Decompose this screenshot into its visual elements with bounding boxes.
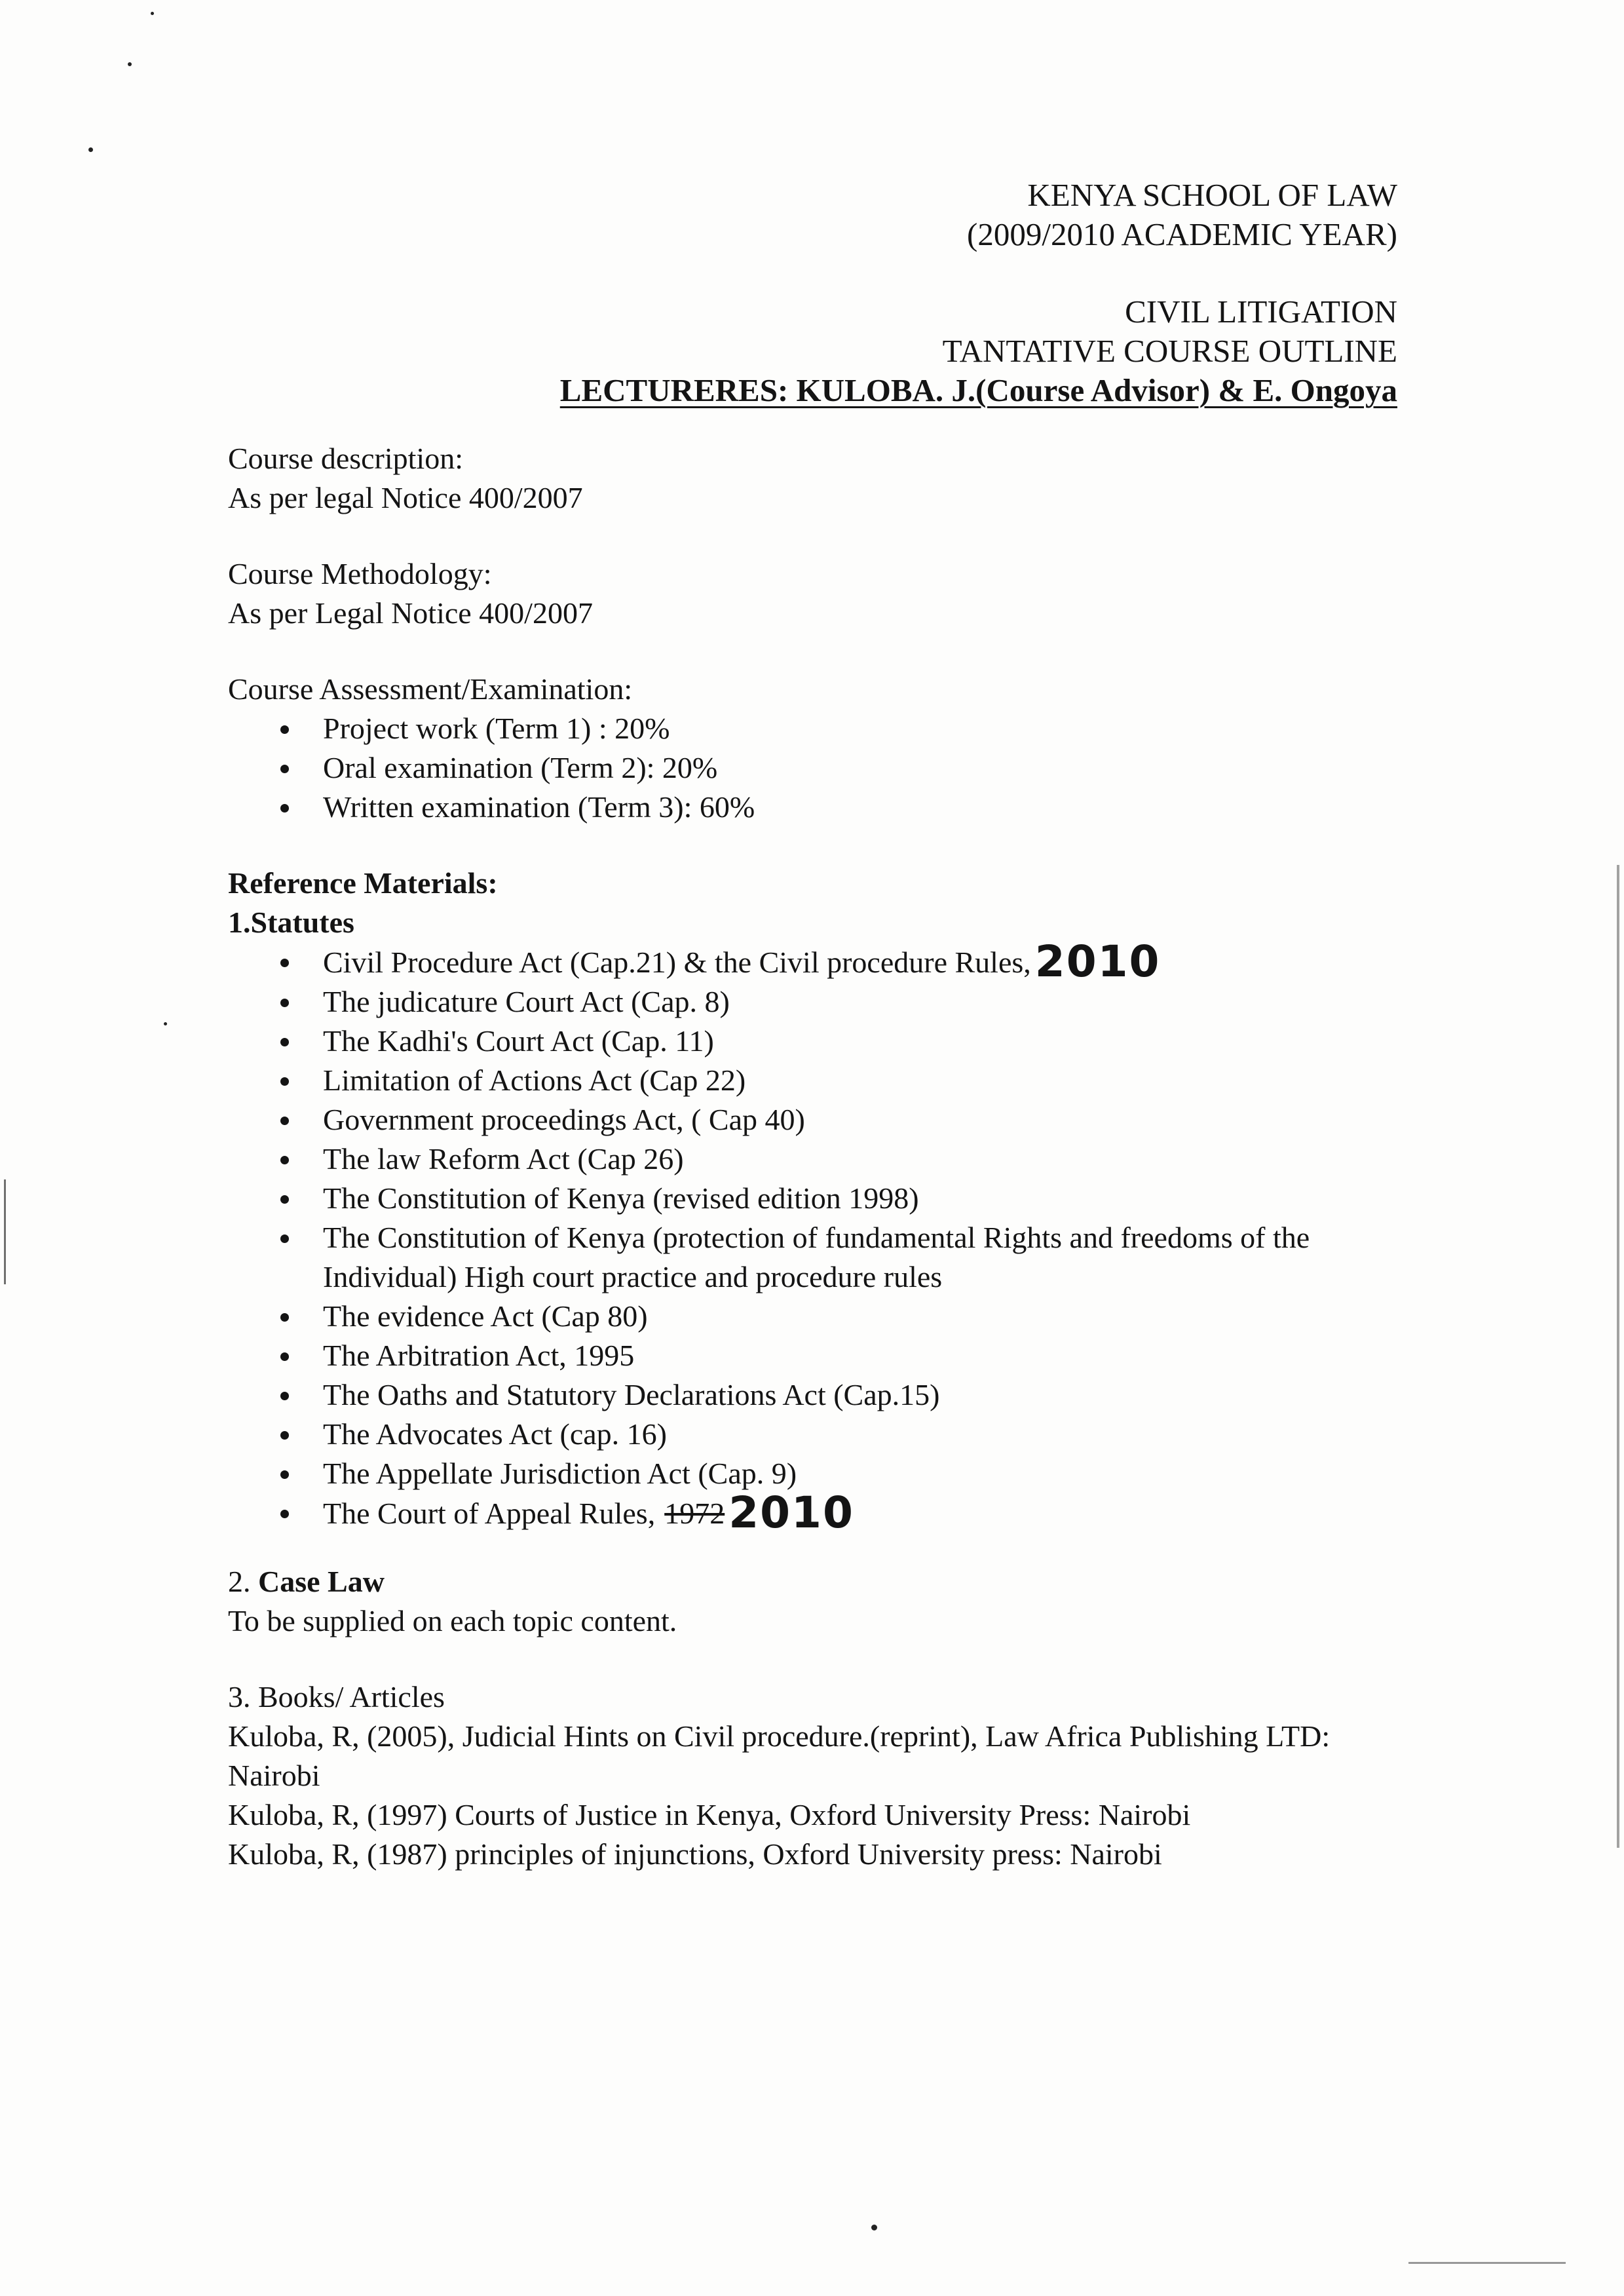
institution-name: KENYA SCHOOL OF LAW: [1027, 177, 1397, 213]
scan-speck: [164, 1022, 167, 1025]
bullet-icon: [280, 1077, 289, 1086]
course-methodology-label: Course Methodology:: [228, 557, 492, 590]
course-description-value: As per legal Notice 400/2007: [228, 481, 583, 514]
assessment-section: [228, 670, 1407, 827]
list-item: Limitation of Actions Act (Cap 22): [228, 1061, 1407, 1100]
list-item: The evidence Act (Cap 80): [228, 1297, 1407, 1336]
document-header: [560, 176, 1397, 410]
course-methodology-value: As per Legal Notice 400/2007: [228, 596, 593, 630]
assessment-label: Course Assessment/Examination:: [228, 672, 633, 706]
bullet-icon: [280, 959, 289, 967]
course-methodology-section: [228, 554, 1407, 633]
academic-year: (2009/2010 ACADEMIC YEAR): [967, 216, 1397, 252]
assessment-list: [228, 709, 1407, 827]
list-item: The Appellate Jurisdiction Act (Cap. 9): [228, 1454, 1407, 1493]
page-edge: [4, 1179, 6, 1284]
bullet-icon: [280, 1195, 289, 1204]
bullet-icon: [280, 999, 289, 1007]
book-entry: Kuloba, R, (1987) principles of injunctions, Oxford University press: Nairobi: [228, 1837, 1162, 1871]
book-entry: Kuloba, R, (1997) Courts of Justice in Kenya, Oxford University Press: Nairobi: [228, 1798, 1191, 1831]
list-item: Oral examination (Term 2): 20%: [228, 748, 1407, 788]
list-item: The law Reform Act (Cap 26): [228, 1139, 1407, 1179]
bullet-icon: [280, 1038, 289, 1046]
list-item: The judicature Court Act (Cap. 8): [228, 982, 1407, 1022]
list-item: Government proceedings Act, ( Cap 40): [228, 1100, 1407, 1139]
lecturers-line: LECTURERES: KULOBA. J.(Course Advisor) & E. Ongoya: [559, 372, 1397, 408]
books-section: [228, 1677, 1407, 1874]
bullet-icon: [280, 725, 289, 734]
bullet-icon: [280, 1431, 289, 1440]
bullet-icon: [280, 1156, 289, 1164]
bullet-icon: [280, 765, 289, 773]
list-item: The Advocates Act (cap. 16): [228, 1415, 1407, 1454]
list-item: Civil Procedure Act (Cap.21) & the Civil procedure Rules,2010: [228, 942, 1407, 982]
statutes-heading: 1.Statutes: [228, 906, 354, 939]
scan-speck: [151, 12, 154, 15]
bullet-icon: [280, 1234, 289, 1243]
books-heading: 3. Books/ Articles: [228, 1680, 445, 1713]
bullet-icon: [280, 1470, 289, 1479]
bullet-icon: [280, 1117, 289, 1125]
scan-speck: [88, 147, 93, 152]
document-body: [228, 439, 1407, 1874]
handwritten-year: 2010: [728, 1487, 854, 1538]
book-entry: Kuloba, R, (2005), Judicial Hints on Civil procedure.(reprint), Law Africa Publishing LTD: Nairobi: [228, 1719, 1331, 1792]
outline-title: TANTATIVE COURSE OUTLINE: [942, 333, 1397, 369]
scan-speck: [128, 62, 132, 66]
reference-title: Reference Materials:: [228, 866, 498, 900]
bullet-icon: [280, 1352, 289, 1361]
case-law-section: [228, 1562, 1407, 1641]
bullet-icon: [280, 1510, 289, 1518]
list-item: The Constitution of Kenya (revised edition 1998): [228, 1179, 1407, 1218]
case-law-number: 2.: [228, 1565, 251, 1598]
bullet-icon: [280, 804, 289, 813]
bullet-icon: [280, 1392, 289, 1400]
list-item: The Oaths and Statutory Declarations Act (Cap.15): [228, 1375, 1407, 1415]
case-law-text: To be supplied on each topic content.: [228, 1604, 677, 1637]
struck-year: 1972: [664, 1497, 725, 1530]
handwritten-year: 2010: [1034, 936, 1161, 987]
statutes-list: [228, 936, 1407, 1538]
course-description-label: Course description:: [228, 442, 463, 475]
list-item: The Constitution of Kenya (protection of fundamental Rights and freedoms of the Individual) High court practice and procedure rules: [228, 1218, 1407, 1297]
bullet-icon: [280, 1313, 289, 1322]
reference-section: [228, 864, 1407, 1538]
page-edge: [1408, 2262, 1566, 2264]
course-title: CIVIL LITIGATION: [1125, 294, 1397, 330]
list-item: Written examination (Term 3): 60%: [228, 788, 1407, 827]
case-law-title: Case Law: [258, 1565, 385, 1598]
list-item: The Arbitration Act, 1995: [228, 1336, 1407, 1375]
scan-speck: [871, 2225, 877, 2230]
list-item: The Court of Appeal Rules, 19722010: [228, 1493, 1407, 1533]
course-description-section: [228, 439, 1407, 518]
list-item: Project work (Term 1) : 20%: [228, 709, 1407, 748]
page-edge: [1617, 865, 1619, 1848]
list-item: The Kadhi's Court Act (Cap. 11): [228, 1022, 1407, 1061]
